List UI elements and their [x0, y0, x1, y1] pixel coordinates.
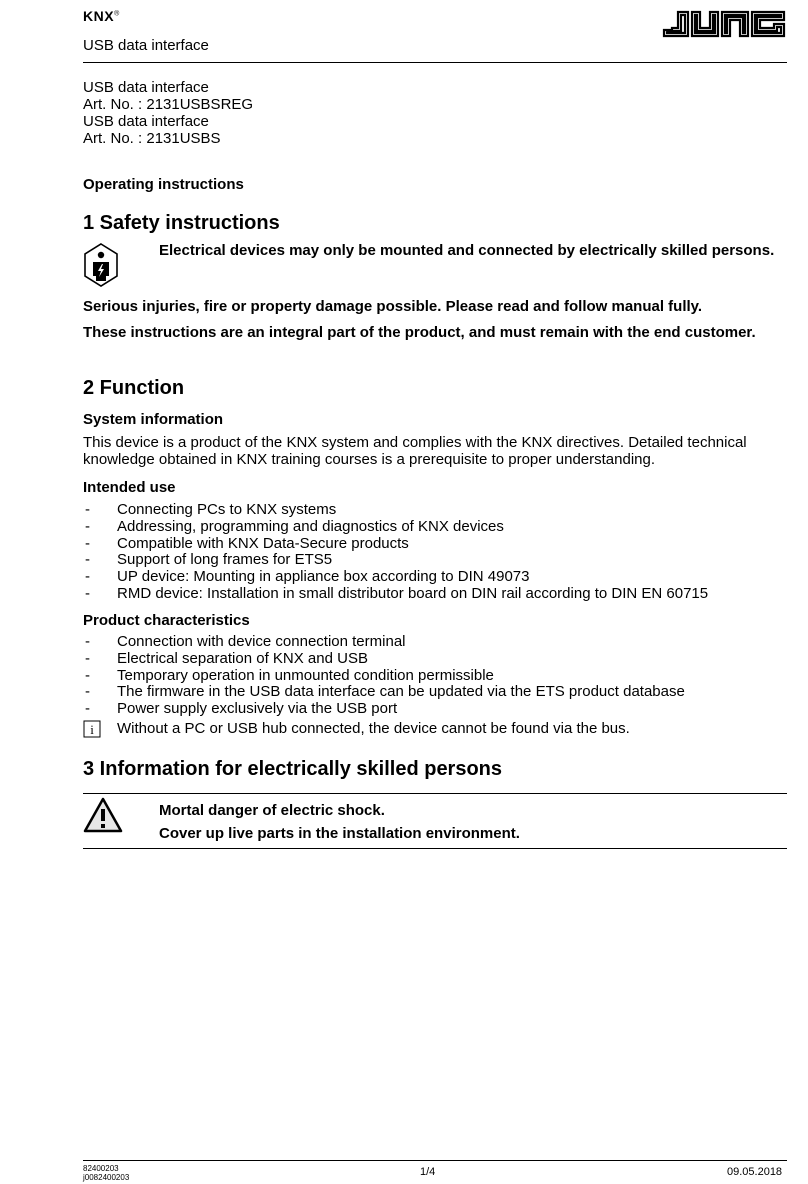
header-rule — [83, 62, 787, 63]
list-dash: - — [85, 551, 90, 569]
info-note-text: Without a PC or USB hub connected, the device cannot be found via the bus. — [117, 720, 630, 737]
intended-use-list — [83, 502, 708, 603]
list-item: - The firmware in the USB data interface can be updated via the ETS product database — [85, 683, 685, 701]
section-3-bottom-rule — [83, 848, 787, 849]
article-line-2: Art. No. : 2131USBSREG — [83, 96, 254, 113]
list-dash: - — [85, 633, 90, 650]
product-characteristics-heading: Product characteristics — [83, 612, 250, 629]
safety-warning-text: Electrical devices may only be mounted and connected by electrically skilled persons. — [159, 242, 775, 259]
list-item: - Temporary operation in unmounted condition permissible — [85, 666, 494, 684]
list-item: - RMD device: Installation in small distributor board on DIN rail according to DIN EN 60715 — [85, 584, 709, 602]
section-2-title: 2 Function — [83, 377, 185, 399]
list-item: - Connection with device connection terminal — [85, 633, 406, 650]
list-item: - Electrical separation of KNX and USB — [85, 649, 368, 667]
list-dash: - — [85, 584, 90, 602]
system-information-text: This device is a product of the KNX system and complies with the KNX directives. Detailed technical knowledge obtained in KNX training courses is a prerequisite to proper understanding. — [83, 434, 747, 468]
article-line-4: Art. No. : 2131USBS — [83, 130, 221, 147]
footer-code-2: j0082400203 — [83, 1173, 130, 1182]
header-title: USB data interface — [83, 37, 209, 54]
warning-triangle-icon — [83, 797, 123, 838]
list-dash: - — [85, 683, 90, 701]
list-item: - Connecting PCs to KNX systems — [85, 501, 337, 518]
page-number: 1/4 — [420, 1166, 436, 1178]
list-dash: - — [85, 700, 90, 718]
list-dash: - — [85, 517, 90, 535]
safety-paragraph-2: These instructions are an integral part of the product, and must remain with the end customer. — [83, 324, 756, 341]
footer-date: 09.05.2018 — [727, 1166, 783, 1178]
list-item: - Power supply exclusively via the USB port — [85, 700, 398, 718]
operating-instructions-title: Operating instructions — [83, 176, 244, 193]
knx-logo: KNX® — [83, 8, 120, 24]
safety-paragraph-1: Serious injuries, fire or property damage possible. Please read and follow manual fully. — [83, 298, 703, 315]
footer-code-1: 82400203 — [83, 1164, 119, 1173]
section-3-title: 3 Information for electrically skilled persons — [83, 758, 503, 780]
list-item: - UP device: Mounting in appliance box according to DIN 49073 — [85, 568, 530, 586]
list-dash: - — [85, 568, 90, 586]
list-dash: - — [85, 534, 90, 552]
article-line-1: USB data interface — [83, 79, 209, 96]
svg-text:i: i — [90, 722, 94, 737]
danger-line-1: Mortal danger of electric shock. — [159, 802, 385, 819]
system-information-heading: System information — [83, 411, 224, 428]
registered-mark: ® — [114, 10, 120, 18]
info-icon — [83, 720, 101, 743]
list-dash: - — [85, 501, 90, 518]
list-dash: - — [85, 666, 90, 684]
intended-use-heading: Intended use — [83, 479, 176, 496]
product-characteristics-list — [83, 634, 685, 718]
list-item: - Support of long frames for ETS5 — [85, 551, 333, 569]
jung-logo-graphic — [660, 8, 788, 40]
section-3-top-rule — [83, 793, 787, 794]
electrician-icon — [83, 242, 119, 293]
section-1-title: 1 Safety instructions — [83, 212, 280, 234]
list-dash: - — [85, 649, 90, 667]
jung-logo — [660, 8, 788, 45]
list-item: - Compatible with KNX Data-Secure products — [85, 534, 409, 552]
danger-line-2: Cover up live parts in the installation environment. — [159, 825, 520, 842]
list-item: - Addressing, programming and diagnostics of KNX devices — [85, 517, 504, 535]
footer-rule — [83, 1160, 787, 1161]
article-line-3: USB data interface — [83, 113, 209, 130]
